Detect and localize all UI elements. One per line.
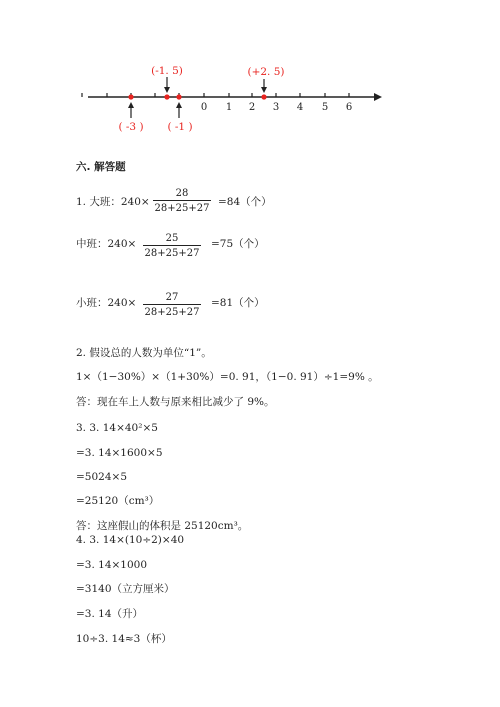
fraction-numerator: 25 xyxy=(165,233,179,244)
tick-label-3: 3 xyxy=(272,102,280,113)
label-minus-1-5: (-1. 5) xyxy=(151,65,183,77)
q4-line4: =3. 14（升） xyxy=(76,608,144,620)
fraction-denominator: 28+25+27 xyxy=(154,203,210,214)
point-minus-1-5 xyxy=(164,94,169,99)
q2-line1: 2. 假设总的人数为单位“1”。 xyxy=(76,347,212,359)
tick-label-5: 5 xyxy=(321,102,329,113)
q4-line3: =3140（立方厘米） xyxy=(76,583,175,595)
q1-line1-prefix: 1. 大班：240× xyxy=(76,196,150,208)
q1-line1-result: =84（个） xyxy=(218,196,272,208)
tick-label-6: 6 xyxy=(345,102,353,113)
q1-line1-fraction xyxy=(153,188,211,214)
arrow-down-icon xyxy=(164,87,170,93)
point-minus-1 xyxy=(176,94,181,99)
q3-line5: 答：这座假山的体积是 25120cm³。 xyxy=(76,520,249,532)
q2-line3: 答：现在车上人数与原来相比减少了 9%。 xyxy=(76,396,275,408)
label-minus-1: ( -1 ) xyxy=(167,121,193,133)
fraction-bar xyxy=(143,304,201,305)
q3-line1: 3. 3. 14×40²×5 xyxy=(76,422,158,434)
point-minus-3 xyxy=(128,94,133,99)
arrow-up-icon xyxy=(176,102,182,108)
number-line-figure xyxy=(0,55,500,195)
point-plus-2-5 xyxy=(261,94,266,99)
tick-label-2: 2 xyxy=(248,102,256,113)
arrow-up-icon xyxy=(128,102,134,108)
fraction-numerator: 28 xyxy=(175,188,189,199)
section-title: 六. 解答题 xyxy=(76,161,126,173)
q1-line2-fraction xyxy=(143,233,201,259)
tick-label-4: 4 xyxy=(296,102,304,113)
q3-line4: =25120（cm³） xyxy=(76,495,160,507)
q3-line3: =5024×5 xyxy=(76,471,127,483)
q1-line2-result: =75（个） xyxy=(211,238,265,250)
q4-line2: =3. 14×1000 xyxy=(76,559,148,571)
fraction-bar xyxy=(143,245,201,246)
tick-label-0: 0 xyxy=(200,102,208,113)
arrow-down-icon xyxy=(261,87,267,93)
q1-line3-prefix: 小班：240× xyxy=(76,297,137,309)
fraction-denominator: 28+25+27 xyxy=(144,307,200,318)
label-minus-3: ( -3 ) xyxy=(118,121,144,133)
q4-line1: 4. 3. 14×(10÷2)×40 xyxy=(76,534,185,546)
tick-label-1: 1 xyxy=(225,102,233,113)
label-plus-2-5: (+2. 5) xyxy=(247,66,285,78)
q3-line2: =3. 14×1600×5 xyxy=(76,447,163,459)
q4-line5: 10÷3. 14≈3（杯） xyxy=(76,633,172,645)
q1-line2-prefix: 中班：240× xyxy=(76,238,137,250)
q2-line2: 1×（1−30%）×（1+30%）=0. 91，（1−0. 91）÷1=9% 。 xyxy=(76,371,379,383)
fraction-denominator: 28+25+27 xyxy=(144,248,200,259)
fraction-numerator: 27 xyxy=(165,292,179,303)
number-line-arrow-icon xyxy=(374,93,382,101)
fraction-bar xyxy=(153,200,211,201)
q1-line3-fraction xyxy=(143,292,201,318)
q1-line3-result: =81（个） xyxy=(211,297,265,309)
